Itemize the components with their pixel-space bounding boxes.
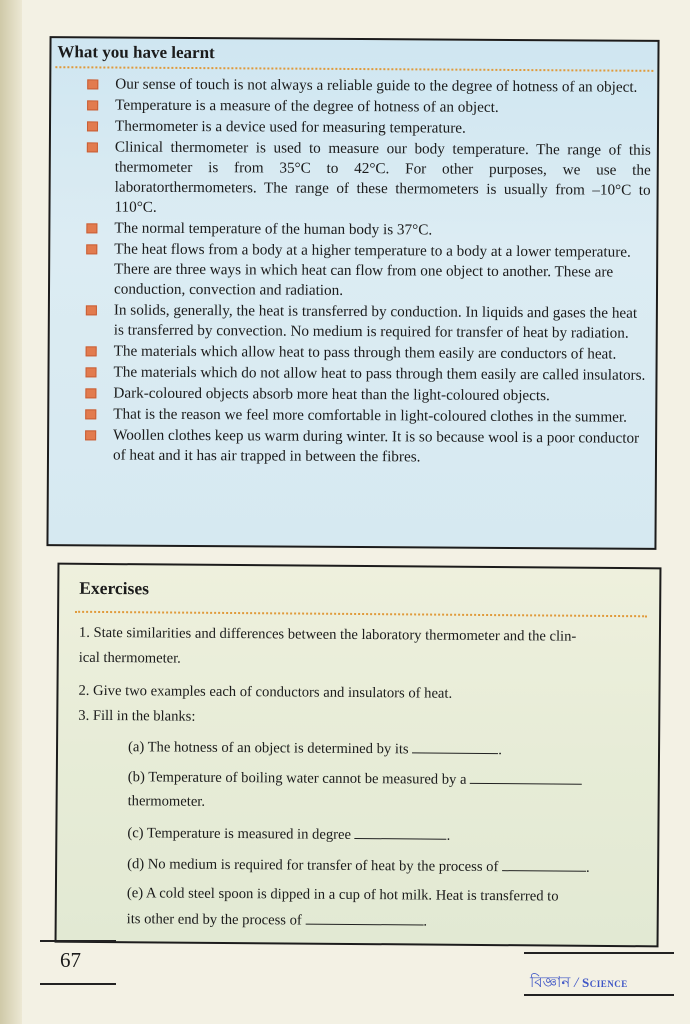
square-bullet-icon <box>86 223 97 233</box>
learnt-heading: What you have learnt <box>57 42 215 63</box>
learnt-point: The materials which allow heat to pass through them easily are conductors of heat. <box>50 341 656 365</box>
learnt-point: Temperature is a measure of the degree of hotness of an object. <box>51 95 657 119</box>
learnt-points-list <box>49 74 657 469</box>
exercise-q3: 3. Fill in the blanks: <box>78 707 196 725</box>
fill-blank-e-line1: (e) A cold steel spoon is dipped in a cup of hot milk. Heat is transferred to <box>126 885 559 905</box>
fill-blank-c: (c) Temperature is measured in degree . <box>127 825 451 844</box>
bengali-science-title: বিজ্ঞান <box>530 973 571 991</box>
exercises-heading: Exercises <box>79 577 150 599</box>
square-bullet-icon <box>86 244 97 254</box>
exercise-q1-line1: 1. State similarities and differences between the laboratory thermometer and the clin- <box>78 624 577 645</box>
square-bullet-icon <box>87 121 98 131</box>
answer-blank-c <box>355 826 447 840</box>
square-bullet-icon <box>85 388 96 398</box>
title-separator: / <box>574 975 579 991</box>
answer-blank-e <box>305 912 423 926</box>
learnt-point: Woollen clothes keep us warm during winter. It is so because wool is a poor conductor of heat and it has air trapped in between the fibres. <box>49 425 655 469</box>
square-bullet-icon <box>87 142 98 152</box>
science-title: Science <box>581 975 628 990</box>
exercise-q1-line2: ical thermometer. <box>78 649 181 667</box>
square-bullet-icon <box>86 305 97 315</box>
answer-blank-d <box>502 858 586 872</box>
square-bullet-icon <box>86 346 97 356</box>
running-footer-title <box>530 971 628 996</box>
footer-rule-left-top <box>40 940 116 942</box>
learnt-point: In solids, generally, the heat is transferred by conduction. In liquids and gases the heat is transferred by convection. No medium is required for transfer of heat by radiation. <box>50 300 656 344</box>
square-bullet-icon <box>87 100 98 110</box>
fill-blank-e-line2: its other end by the process of . <box>126 911 428 930</box>
exercises-box <box>55 563 662 948</box>
square-bullet-icon <box>87 79 98 89</box>
square-bullet-icon <box>85 430 96 440</box>
square-bullet-icon <box>85 367 96 377</box>
footer-rule-right-top <box>524 952 674 954</box>
learnt-point: Dark-coloured objects absorb more heat than the light-coloured objects. <box>49 383 655 407</box>
learnt-heading-rule <box>55 66 653 72</box>
learnt-point: The materials which do not allow heat to pass through them easily are called insulators. <box>49 362 655 386</box>
square-bullet-icon <box>85 409 96 419</box>
fill-blank-b-line2: thermometer. <box>127 793 206 810</box>
learnt-point: Our sense of touch is not always a reliable guide to the degree of hotness of an object. <box>51 74 657 98</box>
page-number: 67 <box>60 948 81 972</box>
learnt-point: Thermometer is a device used for measuring temperature. <box>51 116 657 140</box>
learnt-point: The normal temperature of the human body is 37°C. <box>50 218 656 242</box>
fill-blank-d: (d) No medium is required for transfer of heat by the process of . <box>127 856 590 876</box>
learnt-point: That is the reason we feel more comfortable in light-coloured clothes in the summer. <box>49 404 655 428</box>
what-you-have-learnt-box <box>46 36 659 550</box>
answer-blank-a <box>412 740 498 754</box>
learnt-point: The heat flows from a body at a higher temperature to a body at a lower temperature. There are three ways in which heat can flow from one object to another. These are conduction, convection and radiation. <box>50 239 656 303</box>
fill-blank-a: (a) The hotness of an object is determined by its . <box>127 739 503 759</box>
book-binding-edge <box>0 0 22 1024</box>
exercises-heading-rule <box>75 611 647 617</box>
exercise-q2: 2. Give two examples each of conductors and insulators of heat. <box>78 682 453 702</box>
footer-rule-right-bottom <box>524 994 674 996</box>
learnt-point: Clinical thermometer is used to measure our body temperature. The range of this thermometer is from 35°C to 42°C. For other purposes, we use the laboratorthermometers. The range of these thermometers is usually from –10°C to 110°C. <box>50 137 656 221</box>
fill-blank-b-line1: (b) Temperature of boiling water cannot be measured by a <box>128 768 582 790</box>
answer-blank-b <box>470 771 582 785</box>
footer-rule-left-bottom <box>40 983 116 985</box>
